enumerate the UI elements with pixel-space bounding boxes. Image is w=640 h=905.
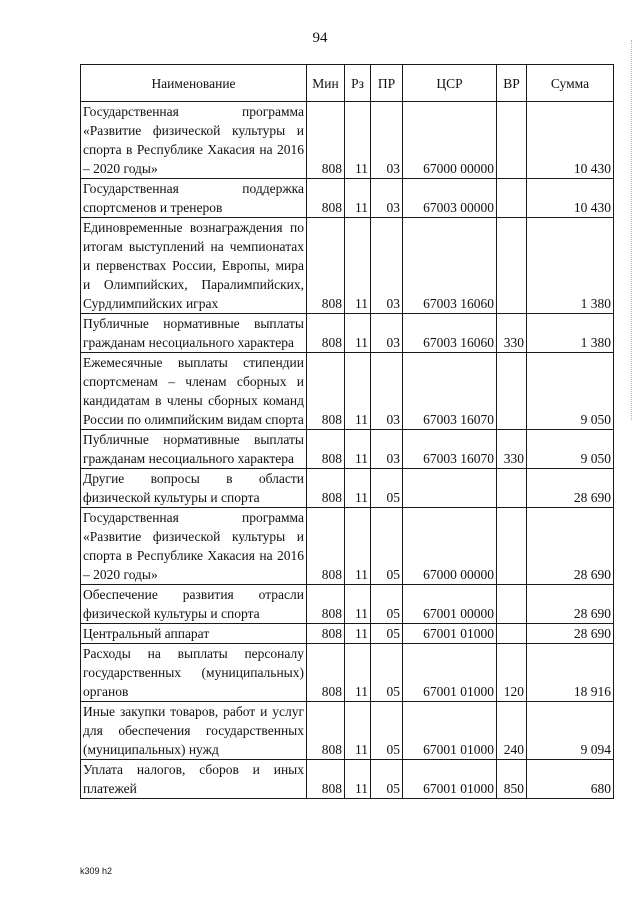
table-body xyxy=(81,102,614,799)
cell-csr xyxy=(403,469,497,508)
cell-vr: 850 xyxy=(497,760,527,799)
cell-pr: 05 xyxy=(371,760,403,799)
table-row xyxy=(81,179,614,218)
cell-csr: 67001 01000 xyxy=(403,644,497,702)
cell-min: 808 xyxy=(307,430,345,469)
cell-rz: 11 xyxy=(345,102,371,179)
cell-rz: 11 xyxy=(345,353,371,430)
cell-name: Публичные нормативные выплаты гражданам несоциального характера xyxy=(81,430,307,469)
cell-name: Центральный аппарат xyxy=(81,624,307,644)
cell-sum: 10 430 xyxy=(527,179,614,218)
table-row xyxy=(81,102,614,179)
cell-sum: 28 690 xyxy=(527,469,614,508)
cell-vr: 330 xyxy=(497,314,527,353)
cell-pr: 03 xyxy=(371,102,403,179)
cell-pr: 03 xyxy=(371,353,403,430)
cell-min: 808 xyxy=(307,353,345,430)
cell-csr: 67001 00000 xyxy=(403,585,497,624)
cell-pr: 05 xyxy=(371,508,403,585)
cell-csr: 67003 16070 xyxy=(403,353,497,430)
cell-sum: 9 094 xyxy=(527,702,614,760)
cell-csr: 67003 16060 xyxy=(403,218,497,314)
cell-name: Другие вопросы в области физической культуры и спорта xyxy=(81,469,307,508)
cell-rz: 11 xyxy=(345,179,371,218)
column-header-csr: ЦСР xyxy=(403,65,497,102)
table-row xyxy=(81,218,614,314)
cell-min: 808 xyxy=(307,314,345,353)
table-row xyxy=(81,430,614,469)
cell-name: Публичные нормативные выплаты гражданам несоциального характера xyxy=(81,314,307,353)
cell-pr: 03 xyxy=(371,314,403,353)
cell-rz: 11 xyxy=(345,218,371,314)
cell-rz: 11 xyxy=(345,760,371,799)
column-header-sum: Сумма xyxy=(527,65,614,102)
table-row xyxy=(81,353,614,430)
cell-pr: 05 xyxy=(371,702,403,760)
cell-min: 808 xyxy=(307,102,345,179)
cell-rz: 11 xyxy=(345,644,371,702)
cell-name: Расходы на выплаты персоналу государственных (муниципальных) органов xyxy=(81,644,307,702)
cell-rz: 11 xyxy=(345,585,371,624)
cell-rz: 11 xyxy=(345,702,371,760)
footer-code: k309 h2 xyxy=(80,866,113,876)
cell-sum: 9 050 xyxy=(527,430,614,469)
cell-sum: 1 380 xyxy=(527,314,614,353)
column-header-name: Наименование xyxy=(81,65,307,102)
cell-vr xyxy=(497,469,527,508)
cell-csr: 67001 01000 xyxy=(403,760,497,799)
cell-rz: 11 xyxy=(345,314,371,353)
cell-vr xyxy=(497,353,527,430)
cell-pr: 05 xyxy=(371,585,403,624)
cell-sum: 10 430 xyxy=(527,102,614,179)
cell-min: 808 xyxy=(307,508,345,585)
table-row xyxy=(81,624,614,644)
cell-sum: 1 380 xyxy=(527,218,614,314)
cell-rz: 11 xyxy=(345,508,371,585)
cell-min: 808 xyxy=(307,760,345,799)
cell-vr xyxy=(497,624,527,644)
cell-min: 808 xyxy=(307,218,345,314)
cell-sum: 18 916 xyxy=(527,644,614,702)
cell-rz: 11 xyxy=(345,430,371,469)
cell-name: Единовременные вознаграждения по итогам выступлений на чемпионатах и первенствах России, Европы, мира и Олимпийских, Паралимпийских, Сурдлимпийских играх xyxy=(81,218,307,314)
cell-name: Иные закупки товаров, работ и услуг для обеспечения государственных (муниципальных) нужд xyxy=(81,702,307,760)
cell-name: Государственная программа «Развитие физической культуры и спорта в Республике Хакасия на 2016 – 2020 годы» xyxy=(81,508,307,585)
cell-name: Государственная поддержка спортсменов и тренеров xyxy=(81,179,307,218)
page-number: 94 xyxy=(312,30,328,46)
cell-rz: 11 xyxy=(345,624,371,644)
cell-csr: 67000 00000 xyxy=(403,508,497,585)
cell-min: 808 xyxy=(307,585,345,624)
cell-pr: 03 xyxy=(371,430,403,469)
table-row xyxy=(81,760,614,799)
cell-min: 808 xyxy=(307,624,345,644)
cell-sum: 28 690 xyxy=(527,508,614,585)
table-row xyxy=(81,469,614,508)
cell-name: Обеспечение развития отрасли физической культуры и спорта xyxy=(81,585,307,624)
cell-vr xyxy=(497,179,527,218)
cell-sum: 9 050 xyxy=(527,353,614,430)
cell-vr: 330 xyxy=(497,430,527,469)
cell-name: Государственная программа «Развитие физической культуры и спорта в Республике Хакасия на 2016 – 2020 годы» xyxy=(81,102,307,179)
cell-vr xyxy=(497,585,527,624)
table-row xyxy=(81,314,614,353)
column-header-min: Мин xyxy=(307,65,345,102)
table-row xyxy=(81,644,614,702)
cell-csr: 67001 01000 xyxy=(403,702,497,760)
column-header-vr: ВР xyxy=(497,65,527,102)
cell-vr xyxy=(497,218,527,314)
cell-sum: 28 690 xyxy=(527,585,614,624)
cell-vr xyxy=(497,508,527,585)
column-header-rz: Рз xyxy=(345,65,371,102)
table-row xyxy=(81,702,614,760)
margin-scan-marks xyxy=(628,40,632,420)
budget-table xyxy=(80,64,614,799)
cell-sum: 680 xyxy=(527,760,614,799)
cell-rz: 11 xyxy=(345,469,371,508)
cell-name: Ежемесячные выплаты стипендии спортсменам – членам сборных и кандидатам в члены сборных команд России по олимпийским видам спорта xyxy=(81,353,307,430)
cell-min: 808 xyxy=(307,702,345,760)
cell-csr: 67001 01000 xyxy=(403,624,497,644)
cell-pr: 03 xyxy=(371,218,403,314)
cell-min: 808 xyxy=(307,179,345,218)
table-header xyxy=(81,65,614,102)
cell-vr: 240 xyxy=(497,702,527,760)
cell-name: Уплата налогов, сборов и иных платежей xyxy=(81,760,307,799)
cell-pr: 05 xyxy=(371,644,403,702)
column-header-pr: ПР xyxy=(371,65,403,102)
cell-pr: 05 xyxy=(371,469,403,508)
cell-csr: 67003 16060 xyxy=(403,314,497,353)
cell-vr: 120 xyxy=(497,644,527,702)
table-row xyxy=(81,585,614,624)
cell-csr: 67000 00000 xyxy=(403,102,497,179)
cell-min: 808 xyxy=(307,644,345,702)
cell-min: 808 xyxy=(307,469,345,508)
table-row xyxy=(81,508,614,585)
cell-pr: 03 xyxy=(371,179,403,218)
cell-csr: 67003 00000 xyxy=(403,179,497,218)
cell-vr xyxy=(497,102,527,179)
cell-pr: 05 xyxy=(371,624,403,644)
cell-sum: 28 690 xyxy=(527,624,614,644)
cell-csr: 67003 16070 xyxy=(403,430,497,469)
